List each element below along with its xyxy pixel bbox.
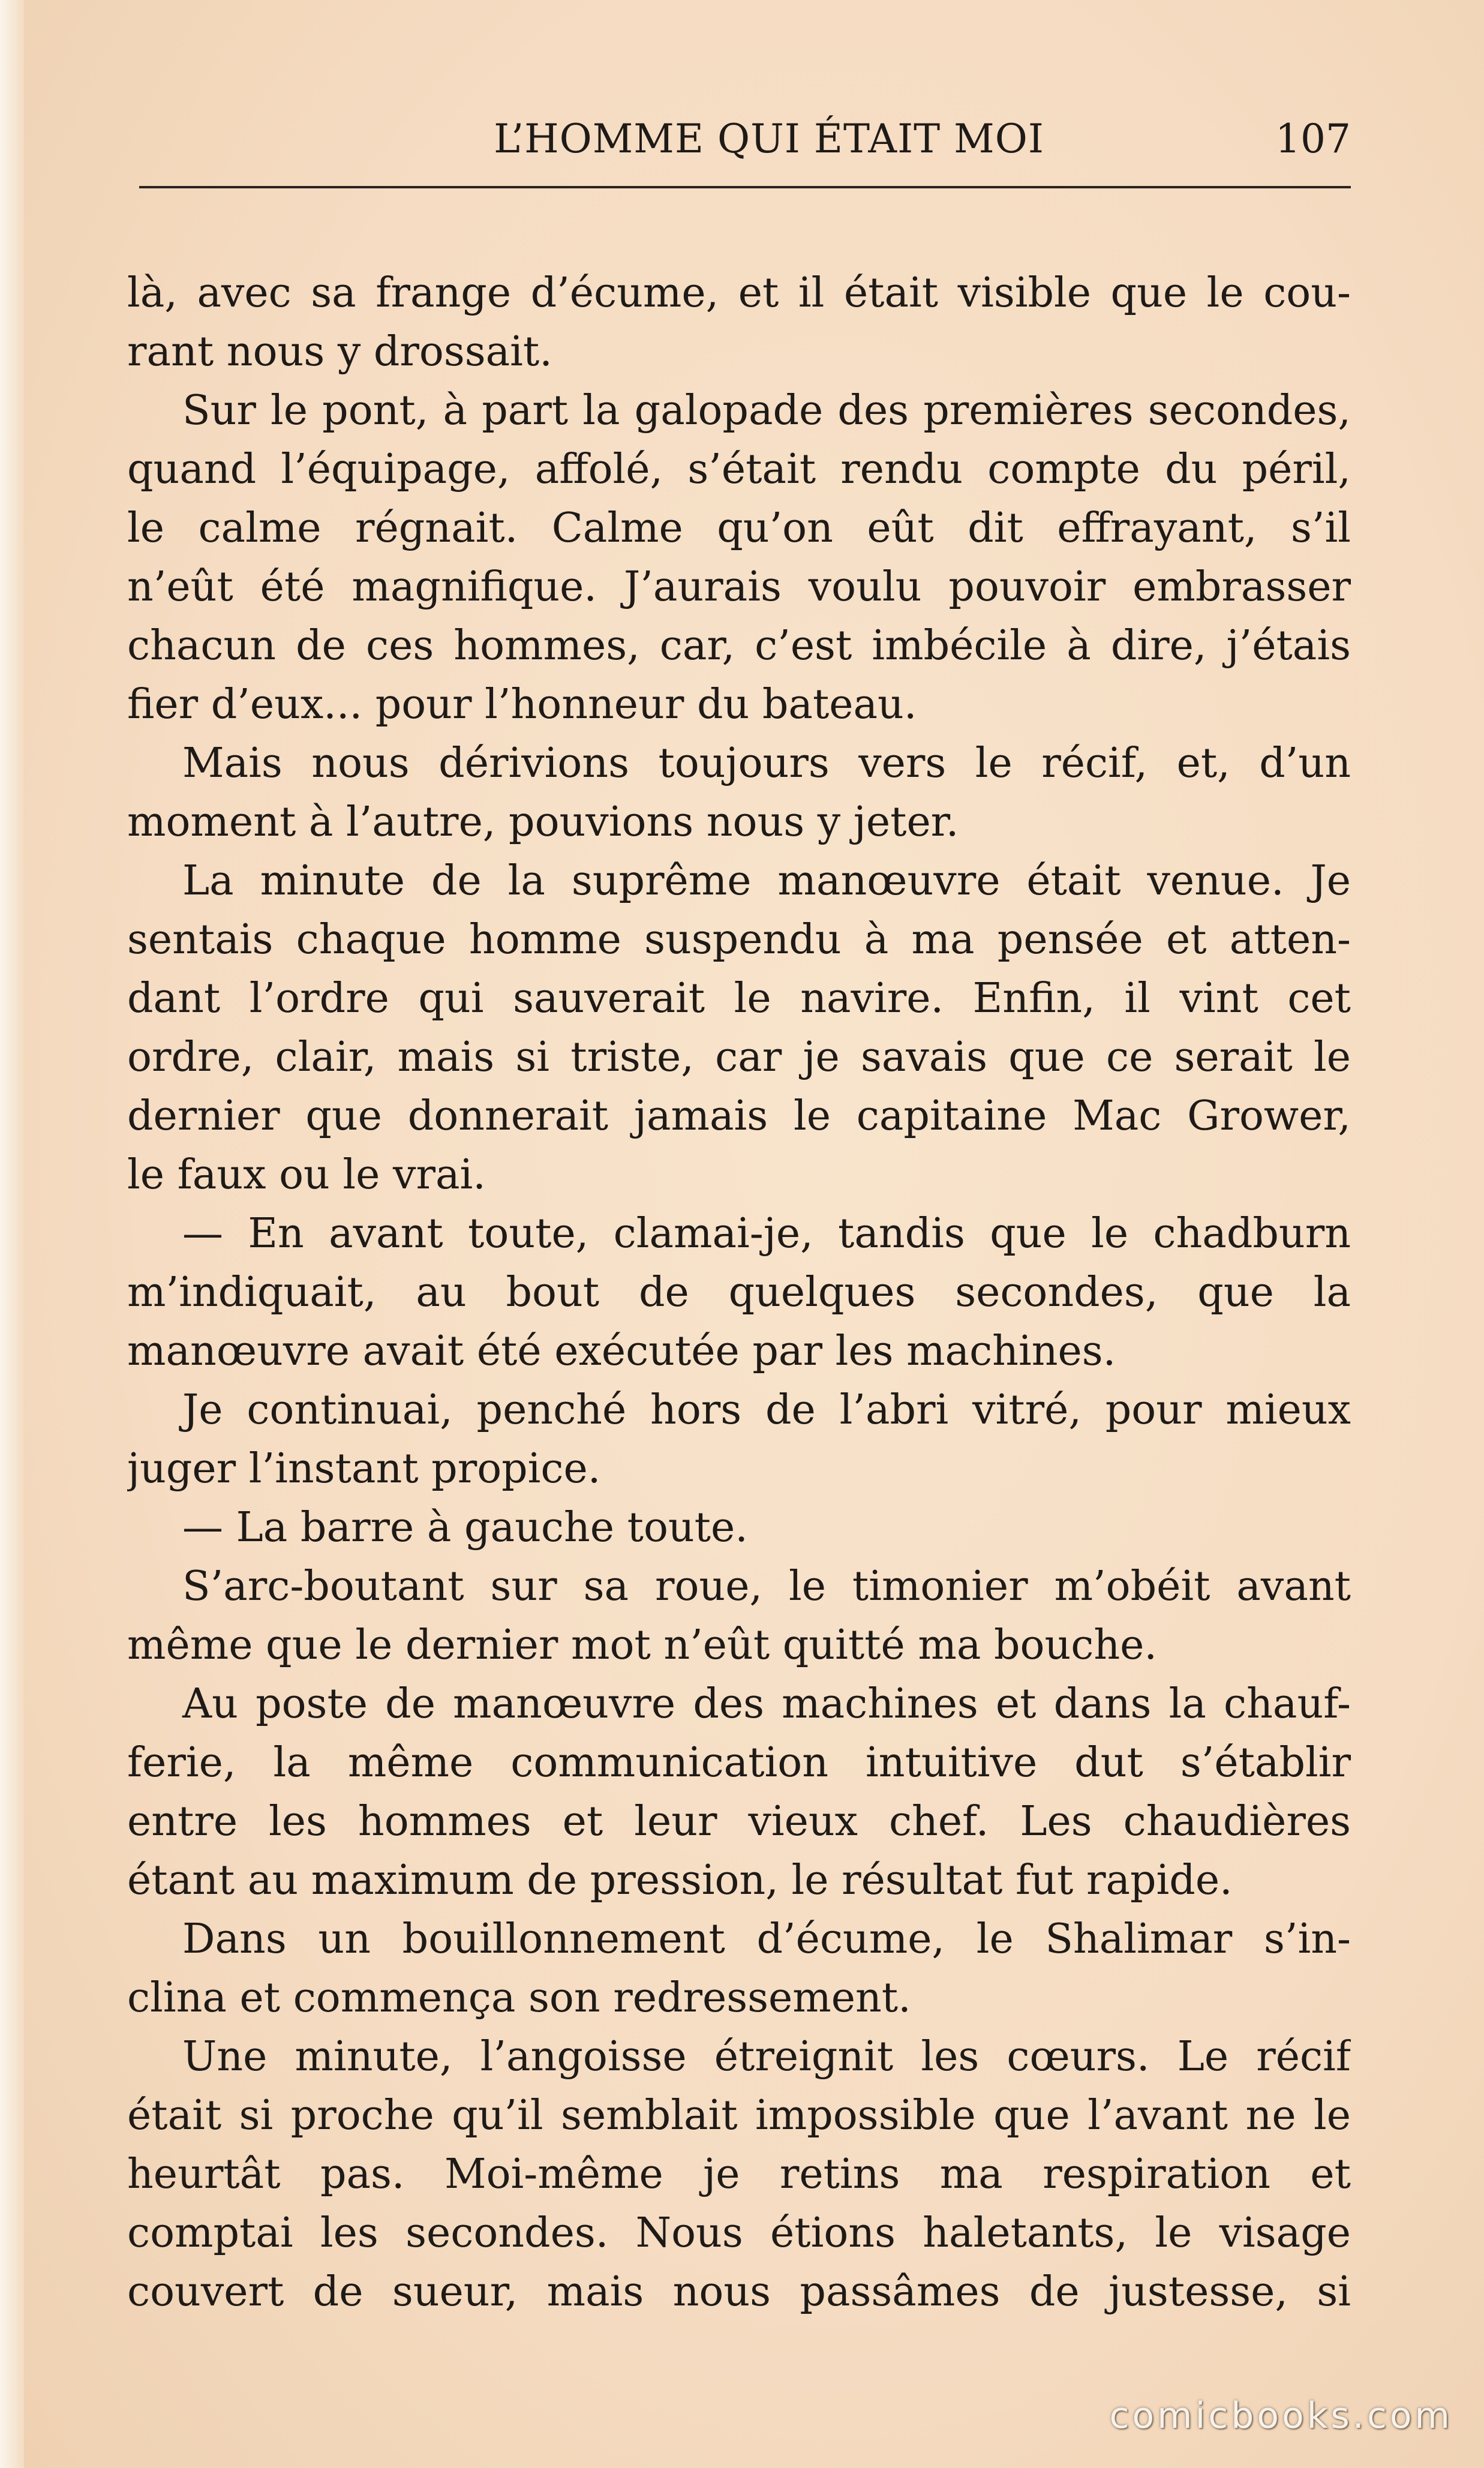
text-line: heurtât pas. Moi-même je retins ma respiration et: [127, 2151, 1351, 2198]
text-line: Une minute, l’angoisse étreignit les cœurs. Le récif: [182, 2033, 1351, 2080]
text-line: quand l’équipage, affolé, s’était rendu compte du péril,: [127, 446, 1351, 493]
text-line: comptai les secondes. Nous étions haletants, le visage: [127, 2209, 1351, 2257]
text-line: n’eût été magnifique. J’aurais voulu pouvoir embrasser: [127, 563, 1351, 611]
text-line: Je continuai, penché hors de l’abri vitré, pour mieux: [182, 1386, 1351, 1434]
text-line: dant l’ordre qui sauverait le navire. Enfin, il vint cet: [127, 975, 1351, 1022]
text-line: chacun de ces hommes, car, c’est imbécile à dire, j’étais: [127, 622, 1351, 669]
page-number: 107: [1275, 116, 1351, 162]
text-line: ferie, la même communication intuitive dut s’établir: [127, 1739, 1351, 1787]
text-line: Mais nous dérivions toujours vers le récif, et, d’un: [182, 740, 1351, 787]
text-line: dernier que donnerait jamais le capitaine Mac Grower,: [127, 1092, 1351, 1140]
text-line: le calme régnait. Calme qu’on eût dit effrayant, s’il: [127, 505, 1351, 552]
text-line: m’indiquait, au bout de quelques secondes, que la: [127, 1269, 1351, 1316]
text-line: était si proche qu’il semblait impossible que l’avant ne le: [127, 2092, 1351, 2139]
text-line: clina et commença son redressement.: [127, 1974, 911, 2022]
text-line: moment à l’autre, pouvions nous y jeter.: [127, 798, 959, 846]
text-line: S’arc-boutant sur sa roue, le timonier m’obéit avant: [182, 1563, 1351, 1610]
text-line: La minute de la suprême manœuvre était venue. Je: [182, 857, 1351, 905]
text-line: Au poste de manœuvre des machines et dans la chauf-: [182, 1680, 1351, 1728]
text-line: sentais chaque homme suspendu à ma pensée et atten-: [127, 916, 1351, 963]
watermark: comicbooks.com: [1109, 2395, 1453, 2437]
page-header: [139, 108, 1351, 168]
running-title: L’HOMME QUI ÉTAIT MOI: [494, 116, 1044, 162]
text-line: même que le dernier mot n’eût quitté ma bouche.: [127, 1622, 1157, 1669]
text-line: entre les hommes et leur vieux chef. Les chaudières: [127, 1798, 1351, 1845]
text-line: ordre, clair, mais si triste, car je savais que ce serait le: [127, 1034, 1351, 1081]
text-line: là, avec sa frange d’écume, et il était visible que le cou-: [127, 269, 1351, 317]
text-line: Sur le pont, à part la galopade des premières secondes,: [182, 387, 1351, 434]
header-rule: [139, 186, 1351, 188]
text-line: — La barre à gauche toute.: [182, 1504, 748, 1551]
text-line: fier d’eux... pour l’honneur du bateau.: [127, 681, 917, 728]
text-line: — En avant toute, clamai-je, tandis que le chadburn: [182, 1210, 1351, 1257]
text-line: Dans un bouillonnement d’écume, le Shalimar s’in-: [182, 1915, 1351, 1963]
text-line: rant nous y drossait.: [127, 328, 552, 376]
text-line: couvert de sueur, mais nous passâmes de justesse, si: [127, 2268, 1351, 2316]
text-line: manœuvre avait été exécutée par les machines.: [127, 1328, 1116, 1375]
text-line: le faux ou le vrai.: [127, 1151, 486, 1199]
page-edge: [0, 0, 24, 2468]
text-line: étant au maximum de pression, le résultat fut rapide.: [127, 1857, 1233, 1904]
body-text: [127, 264, 1351, 2322]
text-line: juger l’instant propice.: [127, 1445, 601, 1493]
